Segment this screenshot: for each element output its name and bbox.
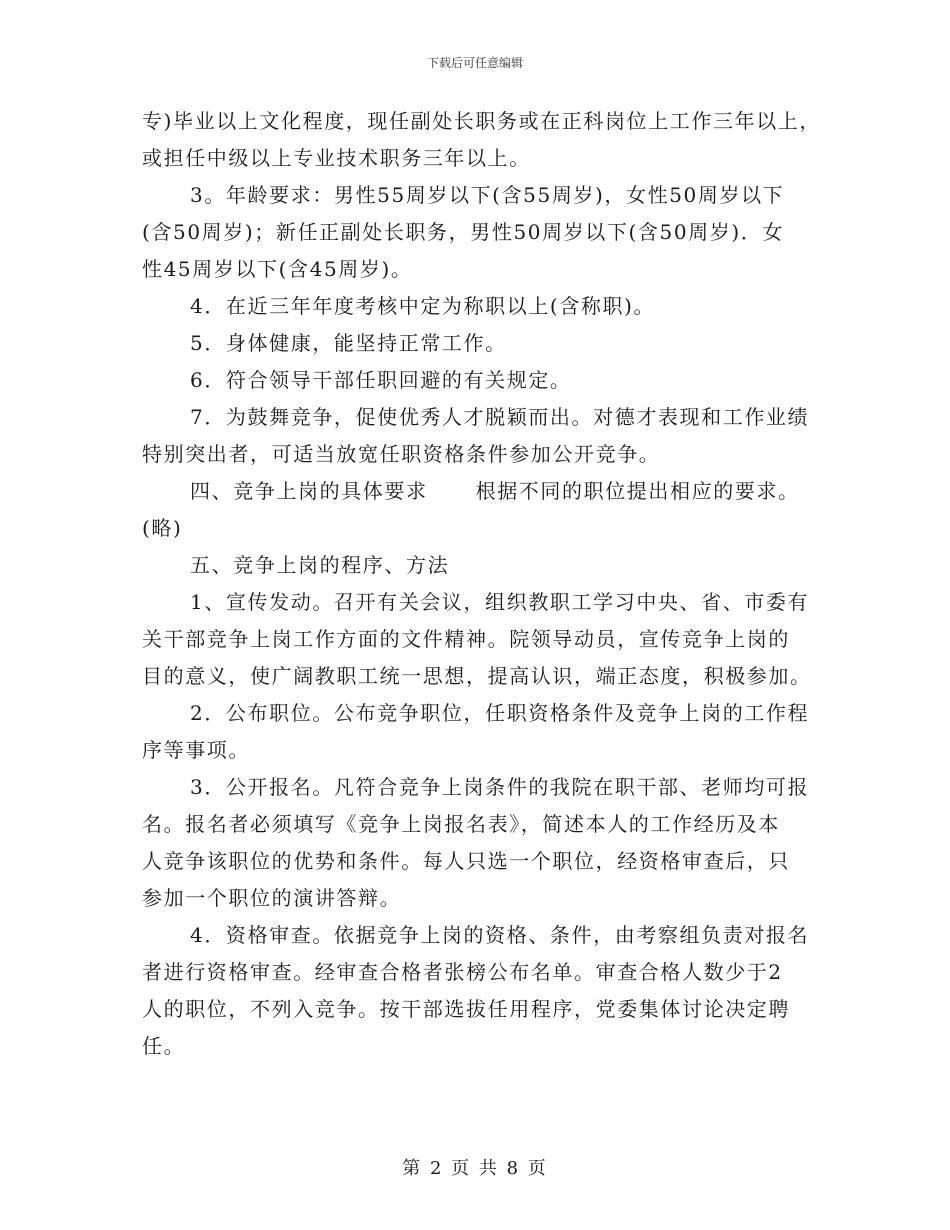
text-line xyxy=(142,140,814,177)
line-text: 7．为鼓舞竞争，促使优秀人才脱颖而出。对德才表现和工作业绩 xyxy=(190,405,810,429)
text-line xyxy=(142,1028,814,1065)
line-text: 四、竞争上岗的具体要求 xyxy=(190,479,428,503)
line-text: 目的意义，使广阔教职工统一思想，提高认识，端正态度，积极参加。 xyxy=(142,664,812,688)
line-text: 1、宣传发动。召开有关会议，组织教职工学习中央、省、市委有 xyxy=(190,590,810,614)
text-line xyxy=(142,547,814,584)
line-text: (含50周岁)；新任正副处长职务，男性50周岁以下(含50周岁)．女 xyxy=(142,220,784,244)
text-line xyxy=(142,362,814,399)
text-line xyxy=(142,843,814,880)
text-line xyxy=(142,436,814,473)
line-text: 4．在近三年年度考核中定为称职以上(含称职)。 xyxy=(190,294,656,318)
page-header: 下载后可任意编辑 xyxy=(426,56,523,70)
text-line xyxy=(142,399,814,436)
text-line xyxy=(142,288,814,325)
page-number: 第 2 页 共 8 页 xyxy=(402,1158,548,1179)
document-body xyxy=(142,103,822,1065)
line-text: (略) xyxy=(142,516,183,540)
line-text-continued: 根据不同的职位提出相应的要求。 xyxy=(475,479,800,503)
line-text: 4．资格审查。依据竞争上岗的资格、条件，由考察组负责对报名 xyxy=(190,923,810,947)
text-line xyxy=(142,695,814,732)
text-line xyxy=(142,880,814,917)
line-text: 5．身体健康，能坚持正常工作。 xyxy=(190,331,507,355)
text-line xyxy=(142,917,814,954)
line-text: 名。报名者必须填写《竞争上岗报名表》，简述本人的工作经历及本 xyxy=(142,812,780,836)
text-line xyxy=(142,251,814,288)
line-text: 序等事项。 xyxy=(142,738,250,762)
line-text: 6．符合领导干部任职回避的有关规定。 xyxy=(190,368,572,392)
line-text: 3．公开报名。凡符合竞争上岗条件的我院在职干部、老师均可报 xyxy=(190,775,810,799)
line-text: 专)毕业以上文化程度，现任副处长职务或在正科岗位上工作三年以上， xyxy=(142,109,822,133)
text-line xyxy=(142,325,814,362)
text-line xyxy=(142,510,814,547)
line-text: 人的职位，不列入竞争。按干部选拔任用程序，党委集体讨论决定聘 xyxy=(142,997,790,1021)
line-text: 关干部竞争上岗工作方面的文件精神。院领导动员，宣传竞争上岗的 xyxy=(142,627,790,651)
text-line xyxy=(142,103,822,140)
text-line xyxy=(142,806,814,843)
line-text: 任。 xyxy=(142,1034,186,1058)
text-line xyxy=(142,584,814,621)
text-line xyxy=(142,954,814,991)
line-text: 性45周岁以下(含45周岁)。 xyxy=(142,257,413,281)
text-line xyxy=(142,732,814,769)
text-line xyxy=(142,473,814,510)
text-line xyxy=(142,658,814,695)
text-line xyxy=(142,214,814,251)
text-line xyxy=(142,769,814,806)
line-text: 2．公布职位。公布竞争职位，任职资格条件及竞争上岗的工作程 xyxy=(190,701,810,725)
line-text: 人竞争该职位的优势和条件。每人只选一个职位，经资格审查后，只 xyxy=(142,849,790,873)
text-line xyxy=(142,177,814,214)
line-text: 五、竞争上岗的程序、方法 xyxy=(190,553,450,577)
line-text: 或担任中级以上专业技术职务三年以上。 xyxy=(142,146,531,170)
text-line xyxy=(142,621,814,658)
line-text: 3。年龄要求：男性55周岁以下(含55周岁)，女性50周岁以下 xyxy=(190,183,785,207)
line-text: 参加一个职位的演讲答辩。 xyxy=(142,886,402,910)
line-text: 特别突出者，可适当放宽任职资格条件参加公开竞争。 xyxy=(142,442,661,466)
line-text: 者进行资格审查。经审查合格者张榜公布名单。审查合格人数少于2 xyxy=(142,960,783,984)
text-line xyxy=(142,991,814,1028)
